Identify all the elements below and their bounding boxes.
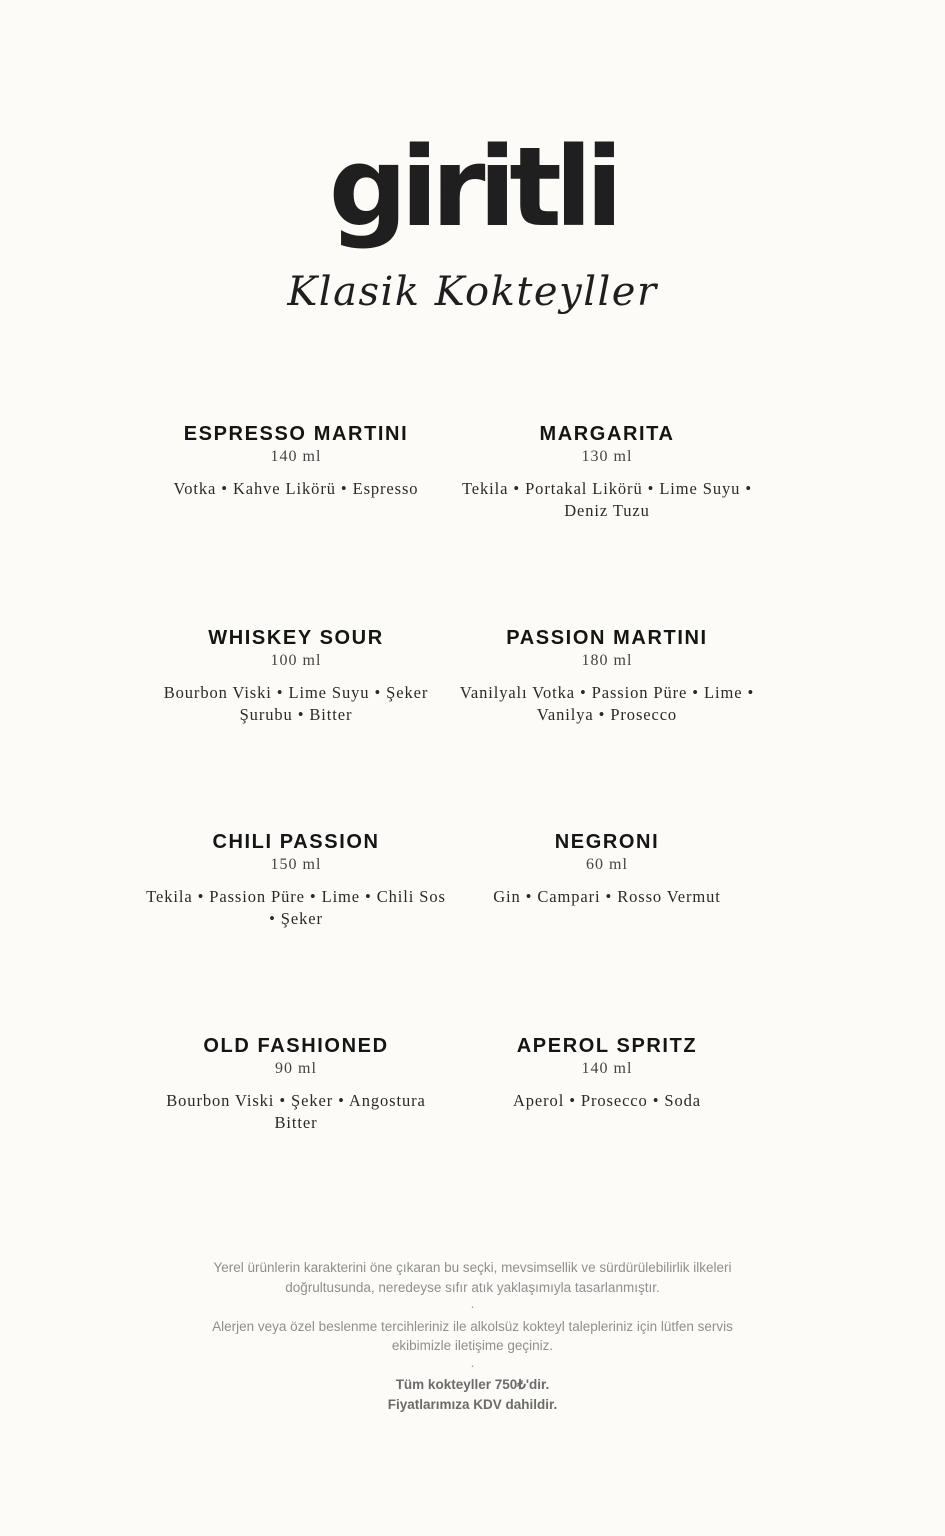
cocktail-volume: 140 ml: [270, 448, 322, 465]
tax-note: Fiyatlarımıza KDV dahildir.: [387, 1396, 558, 1412]
brand-logo: giritli: [328, 123, 617, 251]
cocktail-volume: 140 ml: [581, 1060, 633, 1077]
cocktail-volume: 180 ml: [581, 652, 633, 669]
cocktail-name: CHILI PASSION: [212, 831, 380, 853]
cocktail-name: APEROL SPRITZ: [516, 1035, 698, 1057]
cocktail-volume: 60 ml: [586, 856, 628, 873]
cocktail-volume: 100 ml: [270, 652, 322, 669]
footer-notes: [0, 1258, 945, 1414]
cocktail-item-chili-passion: [146, 830, 446, 930]
cocktail-name: ESPRESSO MARTINI: [183, 423, 409, 445]
cocktail-name: NEGRONI: [554, 831, 660, 853]
cocktail-name: WHISKEY SOUR: [208, 627, 384, 649]
cocktail-volume: 130 ml: [581, 448, 633, 465]
page-title: Klasik Kokteyller: [287, 269, 658, 315]
cocktail-name: PASSION MARTINI: [506, 627, 708, 649]
cocktail-ingredients: Votka • Kahve Likörü • Espresso: [173, 479, 419, 498]
cocktail-item-espresso-martini: [146, 422, 446, 500]
cocktail-ingredients: Bourbon Viski • Şeker • Angostura Bitter: [166, 1091, 426, 1132]
cocktail-item-margarita: [457, 422, 757, 522]
cocktail-item-passion-martini: [457, 626, 757, 726]
cocktail-ingredients: Tekila • Portakal Likörü • Lime Suyu • Deniz Tuzu: [461, 479, 753, 520]
cocktail-item-negroni: [457, 830, 757, 908]
cocktail-name: MARGARITA: [539, 423, 675, 445]
separator-dot: ·: [470, 1357, 475, 1373]
cocktail-volume: 150 ml: [270, 856, 322, 873]
cocktail-ingredients: Vanilyalı Votka • Passion Püre • Lime • Vanilya • Prosecco: [459, 683, 755, 724]
cocktail-ingredients: Aperol • Prosecco • Soda: [512, 1091, 702, 1110]
cocktail-item-old-fashioned: [146, 1034, 446, 1134]
cocktail-name: OLD FASHIONED: [203, 1035, 389, 1057]
cocktail-item-whiskey-sour: [146, 626, 446, 726]
allergen-note: Alerjen veya özel beslenme tercihleriniz ile alkolsüz kokteyl talepleriniz için lütfen servis ekibimizle iletişime geçiniz.: [212, 1318, 733, 1353]
sustainability-note: Yerel ürünlerin karakterini öne çıkaran bu seçki, mevsimsellik ve sürdürülebilirlik ilkeleri doğrultusunda, neredeyse sıfır atık yaklaşımıyla tasarlanmıştır.: [213, 1260, 732, 1295]
cocktail-ingredients: Gin • Campari • Rosso Vermut: [493, 887, 721, 906]
separator-dot: ·: [470, 1299, 475, 1314]
price-note: Tüm kokteyller 750₺'dir.: [395, 1377, 550, 1392]
cocktail-volume: 90 ml: [275, 1060, 317, 1077]
cocktail-item-aperol-spritz: [457, 1034, 757, 1112]
cocktail-ingredients: Bourbon Viski • Lime Suyu • Şeker Şurubu • Bitter: [163, 683, 429, 724]
cocktail-ingredients: Tekila • Passion Püre • Lime • Chili Sos • Şeker: [146, 887, 446, 928]
